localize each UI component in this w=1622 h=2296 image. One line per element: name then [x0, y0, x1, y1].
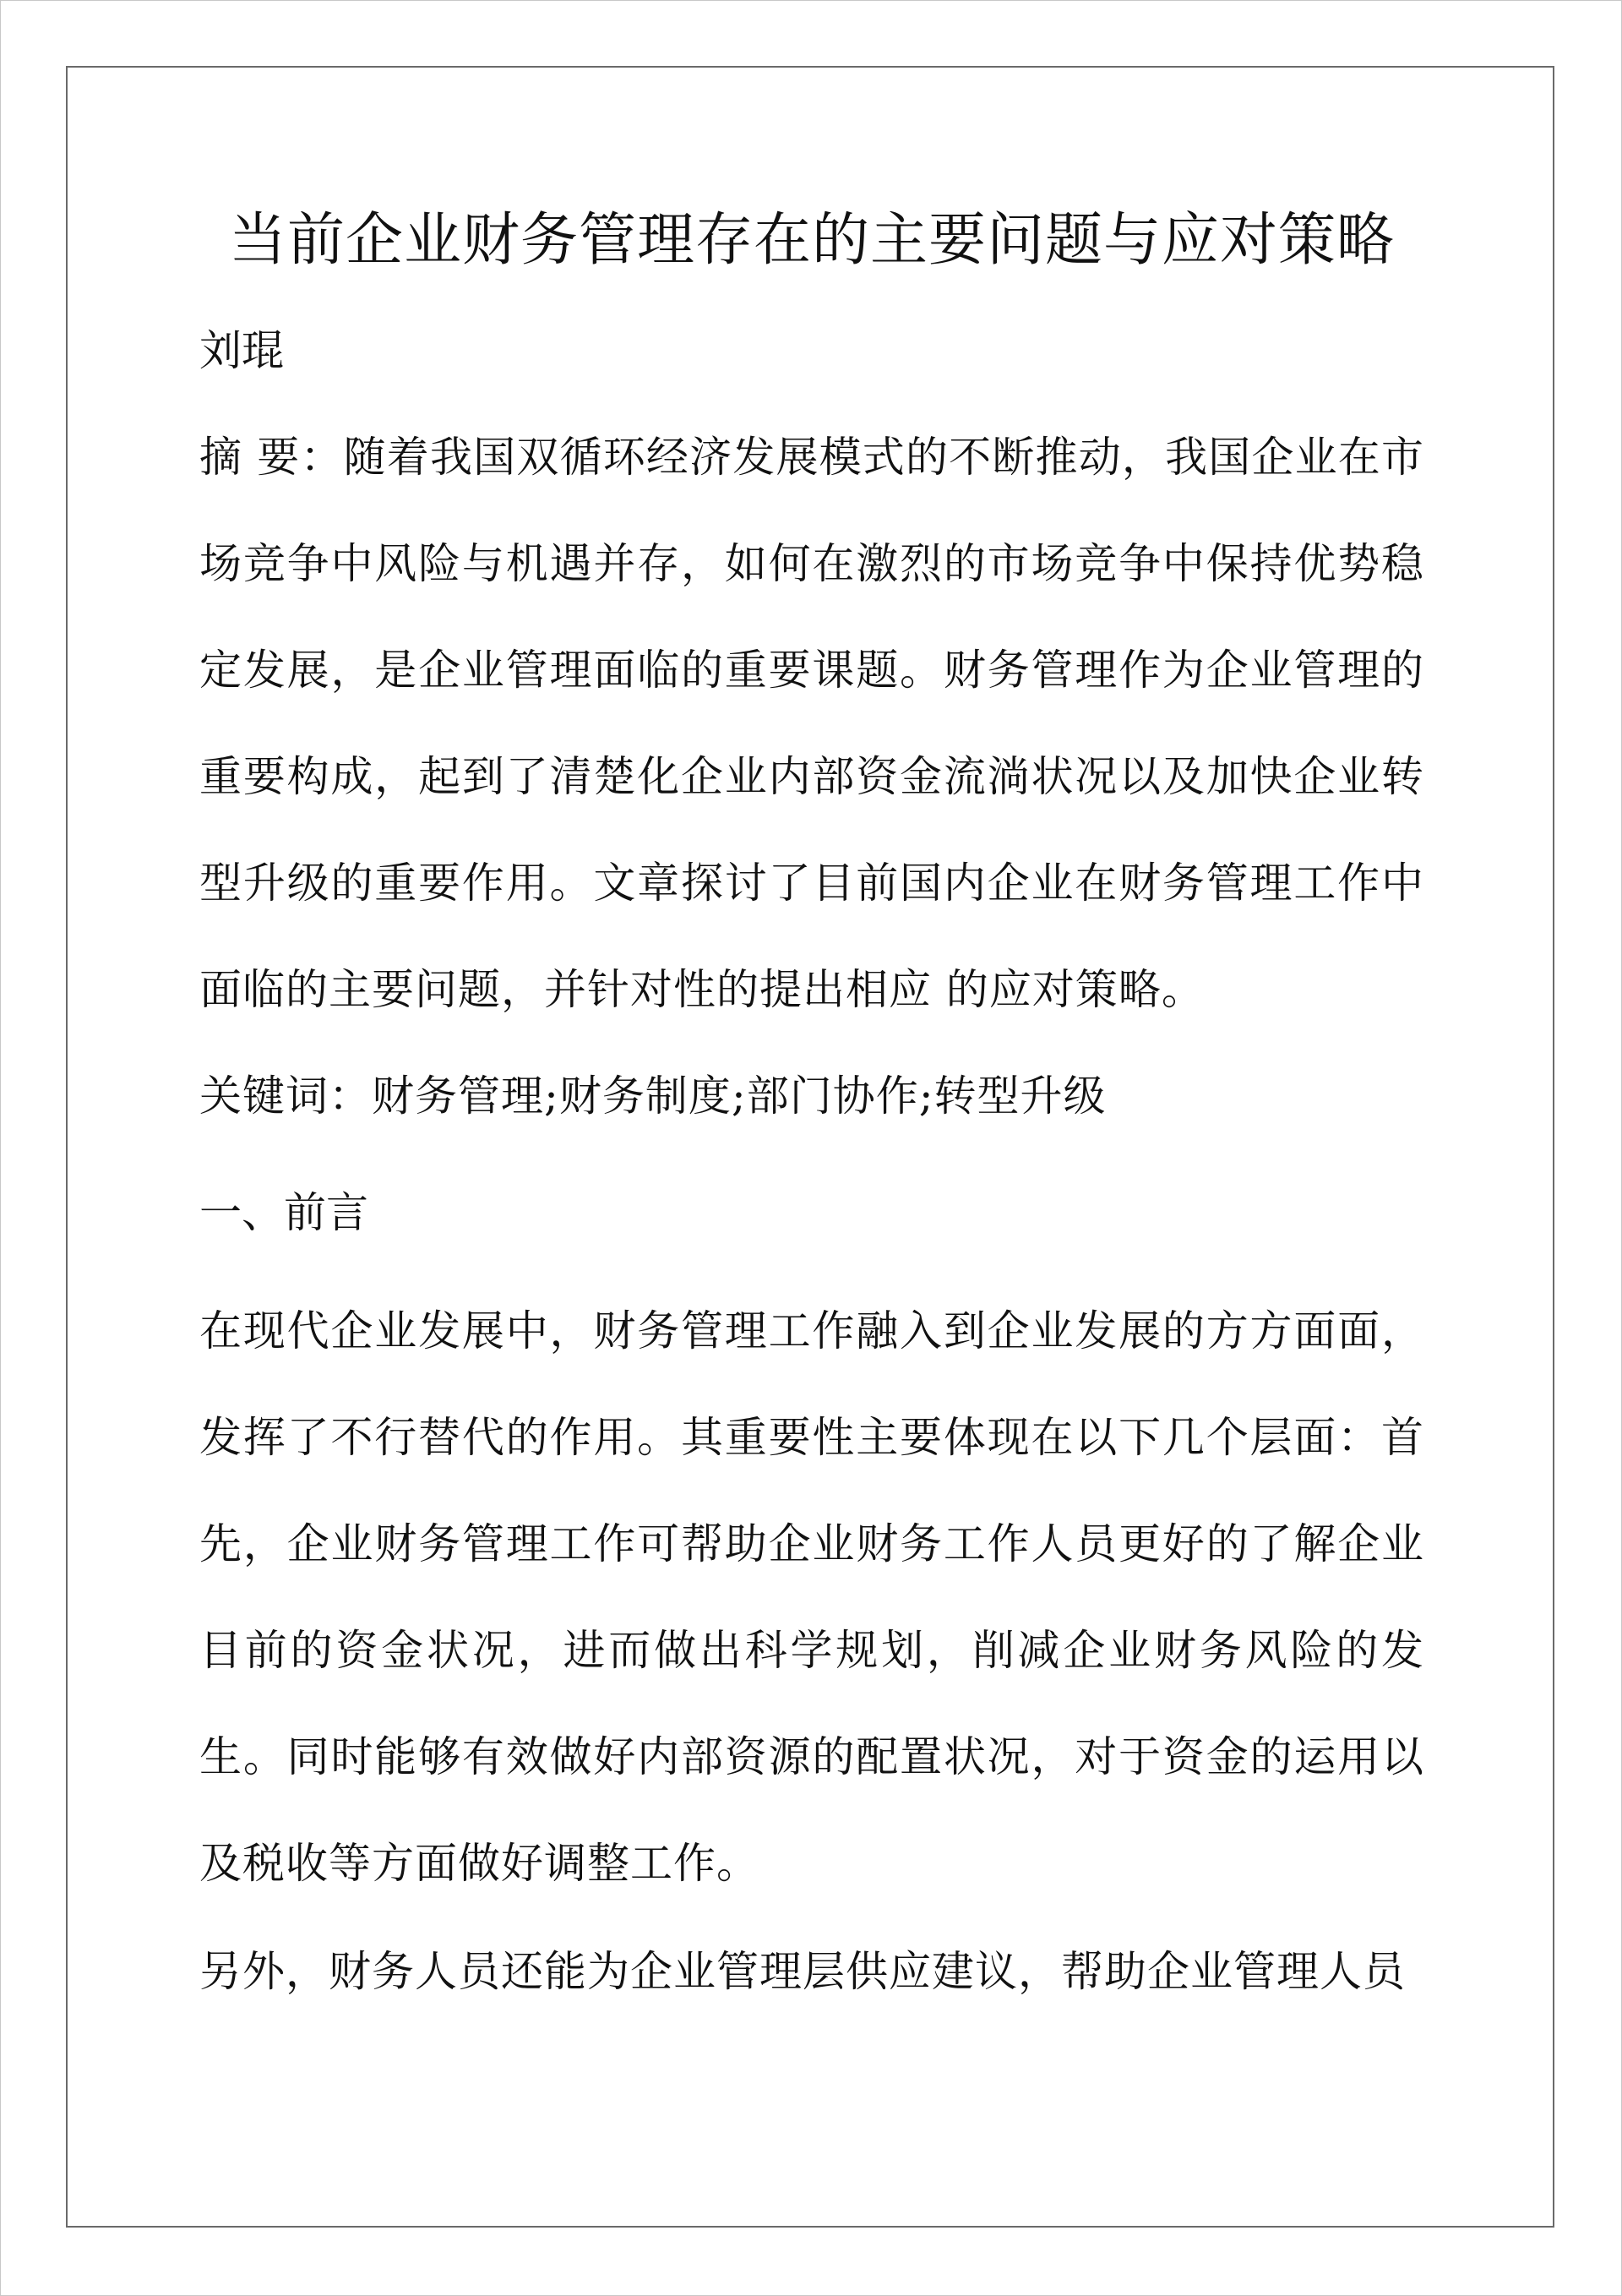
abstract-paragraph: 摘 要：随着我国双循环经济发展模式的不断推动，我国企业在市场竞争中风险与机遇并存，如何在激烈的市场竞争中保持优势稳定发展，是企业管理面临的重要课题。财务管理作为企业管理的重要构成，起到了清楚化企业内部资金流淌状况以及加快企业转型升级的重要作用。文章探讨了目前国内企业在财务管理工作中面临的主要问题，并针对性的提出相应 的应对策略。	[199, 433, 1424, 1014]
keywords-line: 关键词：财务管理;财务制度;部门协作;转型升级	[199, 1072, 1107, 1121]
document-title: 当前企业财务管理存在的主要问题与应对策略	[228, 207, 1395, 274]
body-paragraph-2: 另外，财务人员还能为企业管理层供应建议，帮助企业管理人员	[199, 1946, 1406, 1996]
author-name: 刘琨	[199, 326, 284, 375]
body-paragraph-1: 在现代企业发展中，财务管理工作融入到企业发展的方方面面，发挥了不行替代的作用。其重要性主要体现在以下几个层面：首先，企业财务管理工作可帮助企业财务工作人员更好的了解企业目前的资金状况，进而做出科学规划，削减企业财务风险的发生。同时能够有效做好内部资源的配置状况，对于资金的运用以及税收等方面做好调整工作。	[199, 1306, 1424, 1888]
section-heading-preface: 一、前言	[199, 1188, 368, 1237]
document-body	[199, 194, 1424, 2025]
